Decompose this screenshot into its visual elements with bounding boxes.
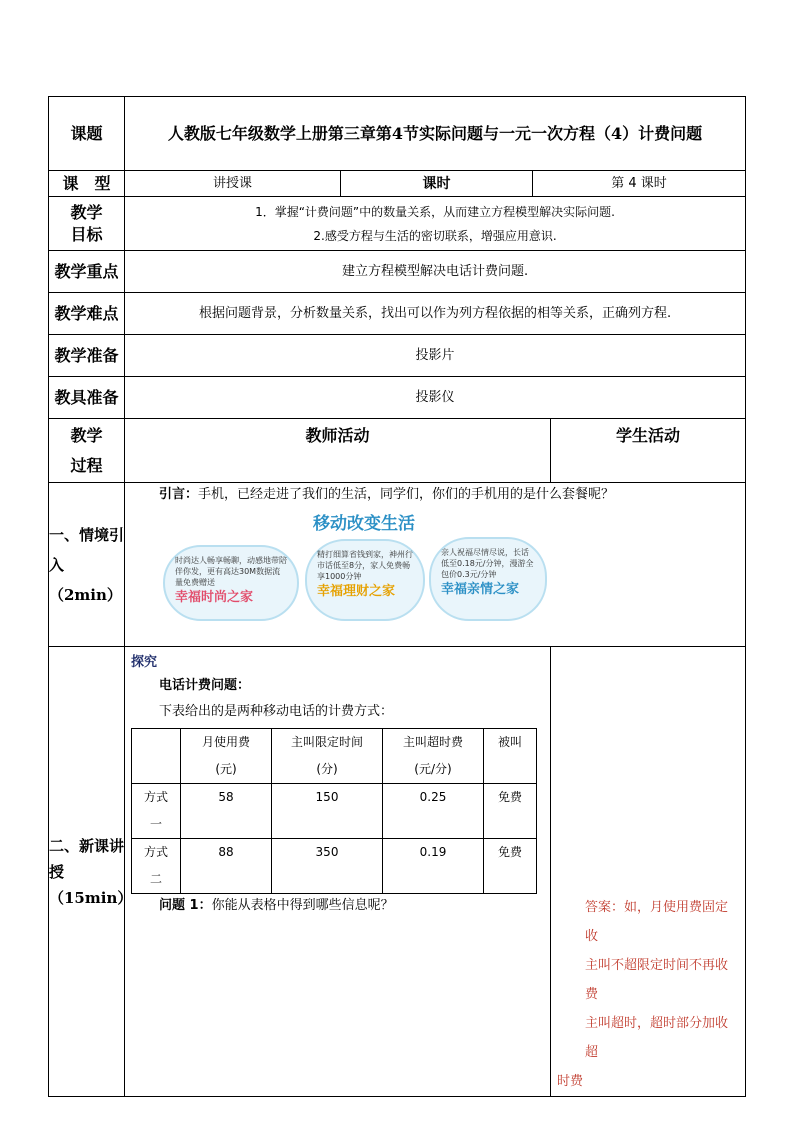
ad-card-brand: 幸福亲情之家 [441,582,520,597]
question-text: 你能从表格中得到哪些信息呢？ [211,898,394,913]
question-1 [125,894,550,916]
topic-label: 课题 [49,97,125,171]
key-point-label [49,251,125,293]
ad-card-family [429,537,547,621]
tools-label [49,377,125,419]
process-label [49,419,125,483]
billing-row-name: 方式 一 [132,784,181,839]
objectives-content [125,197,746,251]
billing-header-empty [132,729,181,784]
intro-line [125,483,745,505]
hours-value: 第 4 课时 [533,171,746,197]
objective-item: 2.感受方程与生活的密切联系，增强应用意识. [313,228,557,243]
table-desc: 下表给出的是两种移动电话的计费方式： [159,704,394,719]
billing-cell: 58 [181,784,272,839]
billing-cell: 免费 [484,839,537,894]
section1-label: 一、情境引入（2min） [49,483,125,647]
section2-label: 二、新课讲授（15min） [49,647,125,1097]
answer-line: 主叫不超限定时间不再收费 [585,958,729,1002]
student-activity-header: 学生活动 [551,419,746,483]
intro-text: 手机，已经走进了我们的生活，同学们，你们的手机用的是什么套餐呢？ [198,487,615,502]
billing-header: 主叫限定时间 (分) [272,729,383,784]
prep-value: 投影片 [125,335,746,377]
section1-content [125,483,746,647]
billing-cell: 免费 [484,784,537,839]
subtitle: 电话计费问题： [159,678,251,693]
objectives-label-text: 教学目标 [70,202,103,244]
billing-table [131,728,537,894]
hours-label: 课时 [341,171,533,197]
answer-line: 时费 [557,1074,584,1089]
answer-spacer [551,647,745,893]
objective-item: 1．掌握“计费问题”中的数量关系，从而建立方程模型解决实际问题. [255,204,615,219]
answer-text [551,893,745,1096]
tools-label-text: 教具准备 [54,387,119,407]
question-bold: 问题 1： [159,898,212,913]
ad-card-fashion [163,545,299,621]
lesson-plan [48,96,745,1097]
billing-header: 主叫超时费 (元/分) [383,729,484,784]
table-row [132,784,537,839]
difficulty-label [49,293,125,335]
explore-heading: 探究 [131,655,158,670]
ad-card-text: 精打细算省钱到家，神州行市话低至8分，家人免费畅享1000分钟 [317,550,413,581]
ad-card-brand: 幸福时尚之家 [175,590,254,605]
ad-card-text: 时尚达人畅享畅聊，动感地带陪伴你发，更有高达30M数据流量免费赠送 [175,556,287,587]
difficulty-label-text: 教学难点 [54,303,119,323]
ad-card-brand: 幸福理财之家 [317,584,396,599]
teacher-activity-header: 教师活动 [125,419,551,483]
prep-label-text: 教学准备 [54,345,119,365]
difficulty-value: 根据问题背景，分析数量关系，找出可以作为列方程依据的相等关系，正确列方程. [125,293,746,335]
billing-row-name: 方式 二 [132,839,181,894]
key-point-label-text: 教学重点 [54,261,119,281]
billing-cell: 150 [272,784,383,839]
key-point-value: 建立方程模型解决电话计费问题. [125,251,746,293]
type-value: 讲授课 [125,171,341,197]
billing-cell: 0.25 [383,784,484,839]
intro-bold: 引言： [159,487,199,502]
billing-cell: 0.19 [383,839,484,894]
tools-value: 投影仪 [125,377,746,419]
billing-header: 月使用费 (元) [181,729,272,784]
student-answer-cell [551,647,746,1097]
ad-title: 移动改变生活 [313,514,415,534]
billing-header: 被叫 [484,729,537,784]
answer-line: 答案：如，月使用费固定收 [585,900,729,944]
section2-content [125,647,551,1097]
table-row [132,839,537,894]
lesson-plan-table [48,96,746,1097]
ad-card-finance [305,539,425,621]
billing-cell: 88 [181,839,272,894]
ad-image [125,509,745,629]
answer-line: 主叫超时，超时部分加收超 [585,1016,729,1060]
topic-title: 人教版七年级数学上册第三章第4节实际问题与一元一次方程（4）计费问题 [125,97,746,171]
objectives-label [49,197,125,251]
type-label: 课 型 [49,171,125,197]
ad-card-text: 亲人祝福尽情尽说，长话低至0.18元/分钟，漫游全包价0.3元/分钟 [441,548,534,579]
billing-cell: 350 [272,839,383,894]
prep-label [49,335,125,377]
process-label-text: 教学过程 [70,425,103,475]
